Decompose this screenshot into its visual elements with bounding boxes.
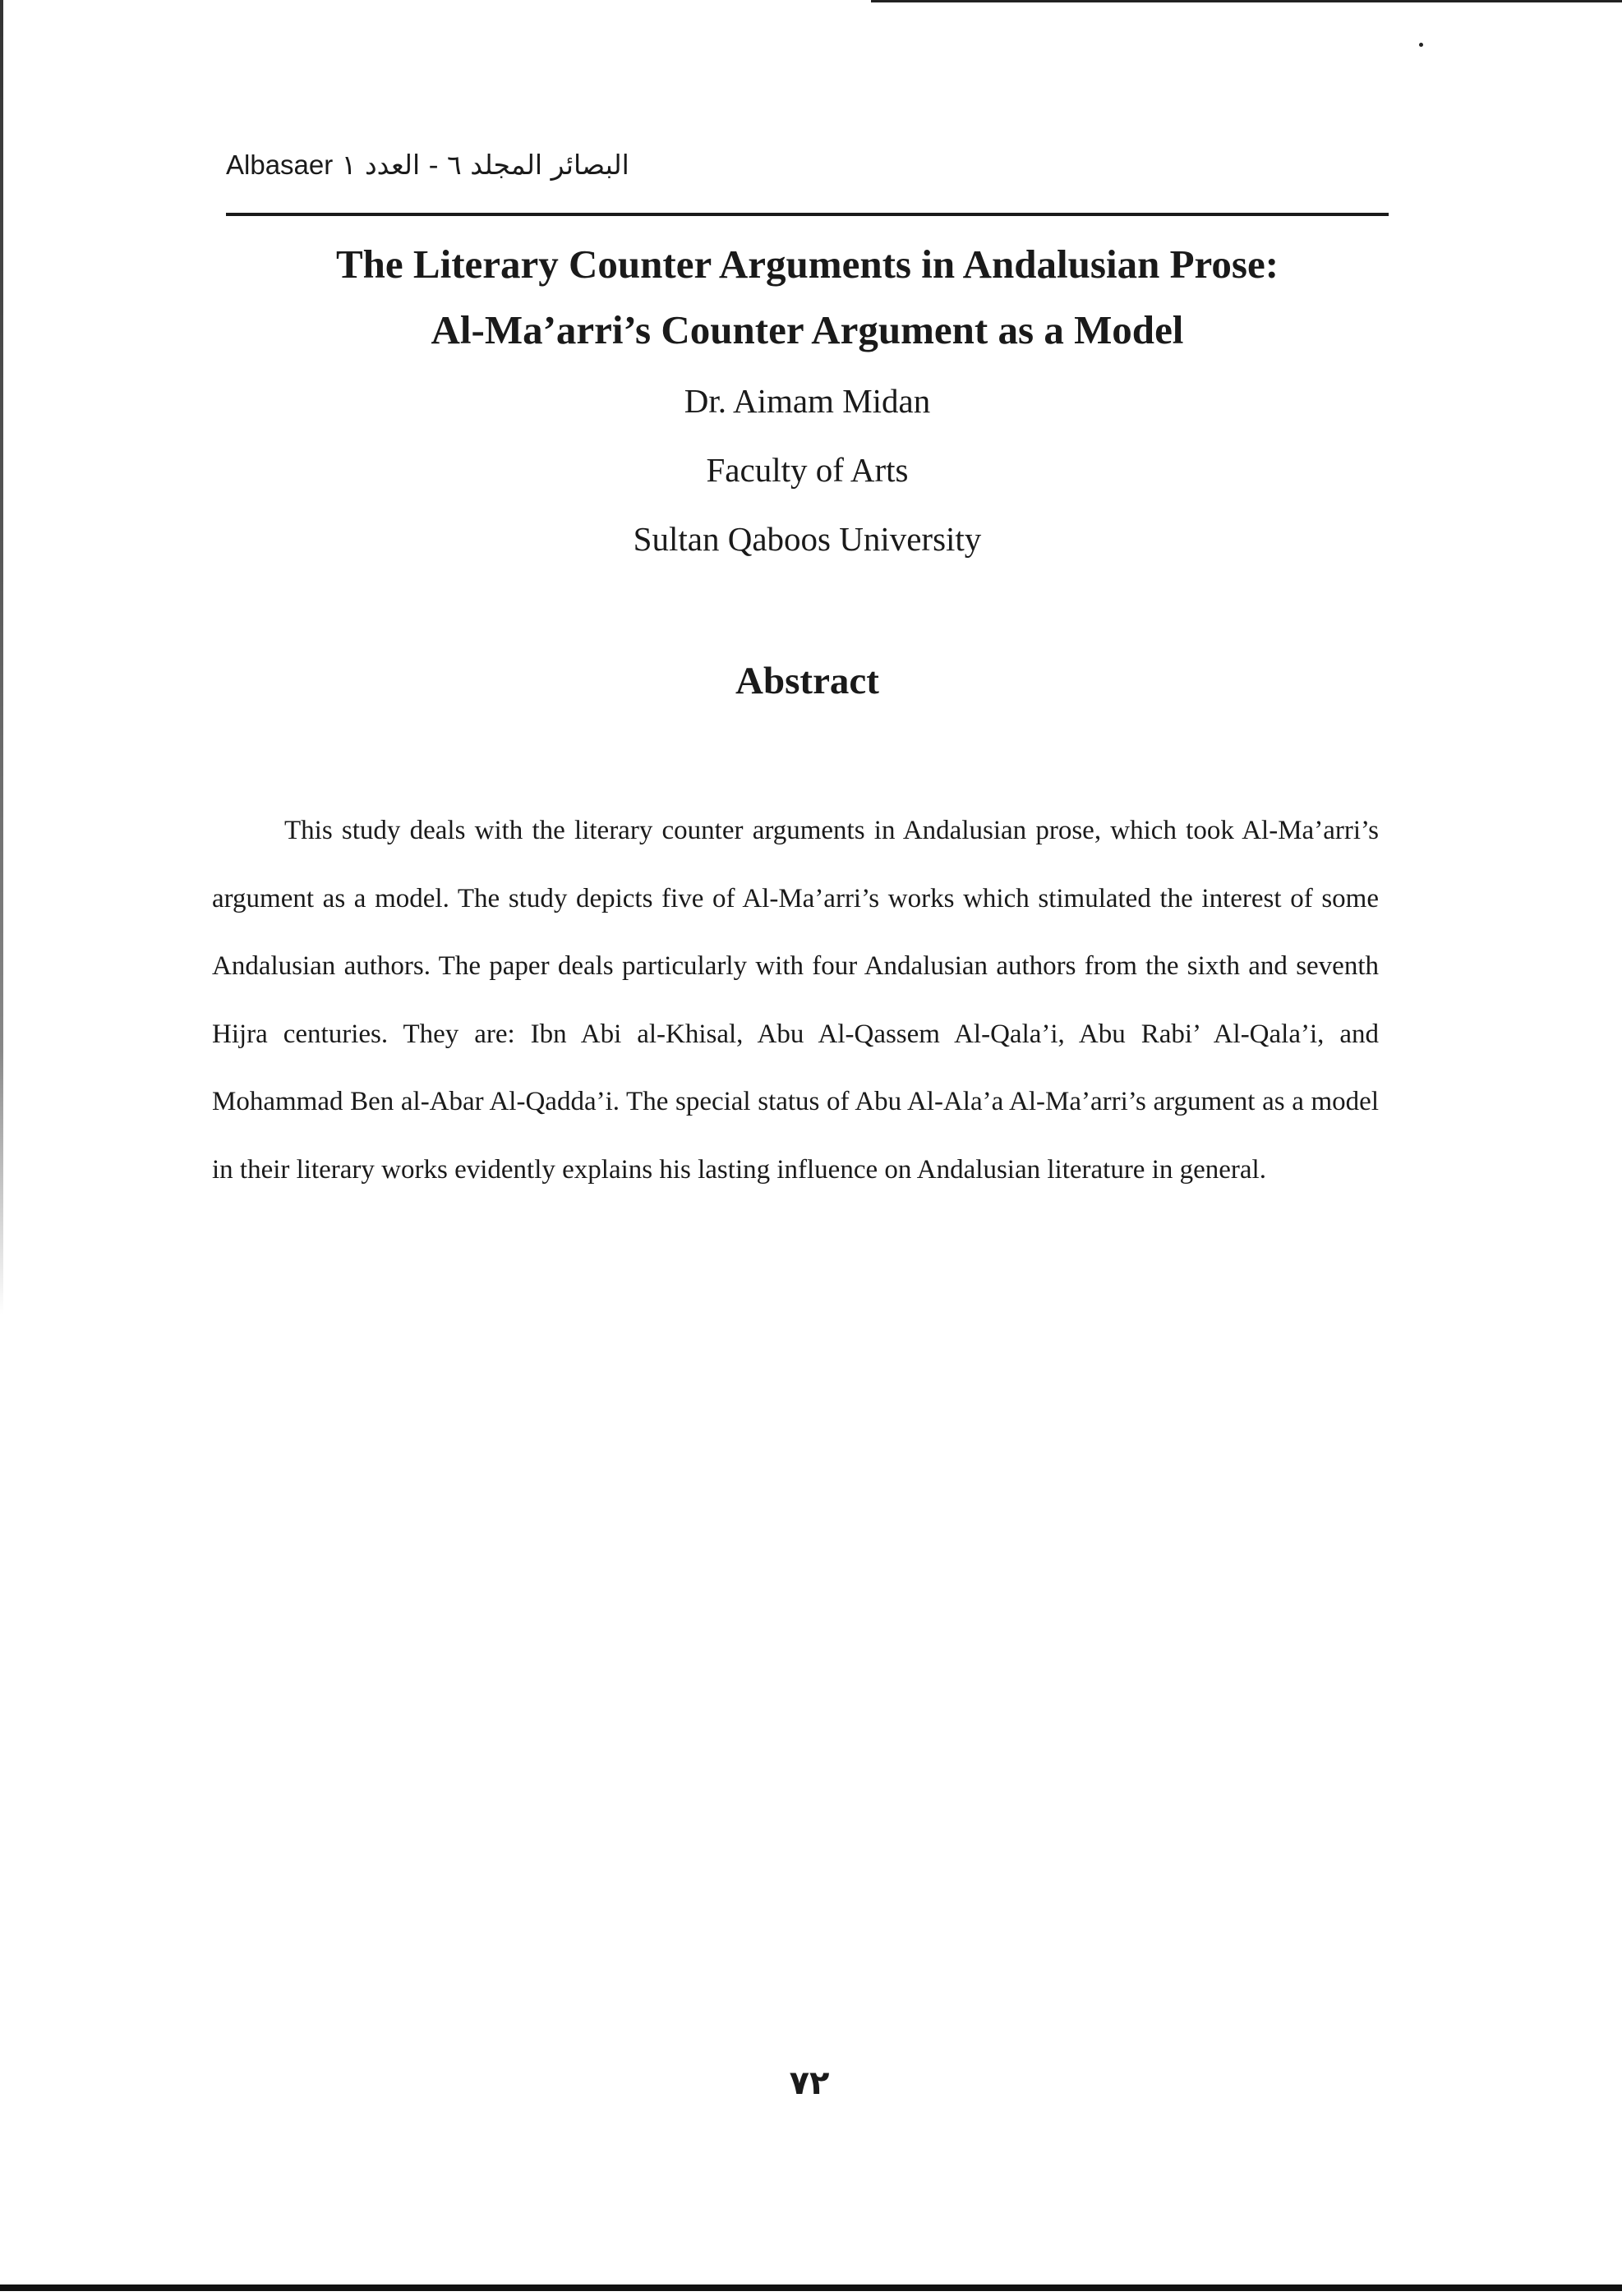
scan-edge-top [871,0,1622,2]
title-block [226,232,1389,573]
paper-title-line-2: Al-Ma’arri’s Counter Argument as a Model [431,307,1184,352]
author-university: Sultan Qaboos University [633,520,982,558]
page-number: ٧٢ [789,2064,830,2102]
author-name: Dr. Aimam Midan [684,382,931,420]
author-faculty: Faculty of Arts [706,451,909,489]
abstract-body: This study deals with the literary counter arguments in Andalusian prose, which took Al-Ma’arri’s argument as a model. The study depicts five of Al-Ma’arri’s works which stimulated the interest of some Andalusian authors. The paper deals particularly with four Andalusian authors from the sixth and seventh Hijra centuries. They are: Ibn Abi al-Khisal, Abu Al-Qassem Al-Qala’i, Abu Rabi’ Al-Qala’i, and Mohammad Ben al-Abar Al-Qadda’i. The special status of Abu Al-Ala’a Al-Ma’arri’s argument as a model in their literary works evidently explains his lasting influence on Andalusian literature in general. [212,816,1379,1185]
scan-speck [1419,43,1423,47]
journal-name-latin: Albasaer [226,150,334,180]
scan-edge-bottom [0,2284,1622,2291]
abstract-heading: Abstract [735,660,879,702]
journal-issue-arabic: البصائر المجلد ٦ - العدد ١ [341,149,629,181]
header-rule [226,213,1389,216]
paper-title-line-1: The Literary Counter Arguments in Andalusian Prose: [335,242,1279,287]
running-header [226,146,1389,196]
scan-edge-left [0,0,3,1314]
